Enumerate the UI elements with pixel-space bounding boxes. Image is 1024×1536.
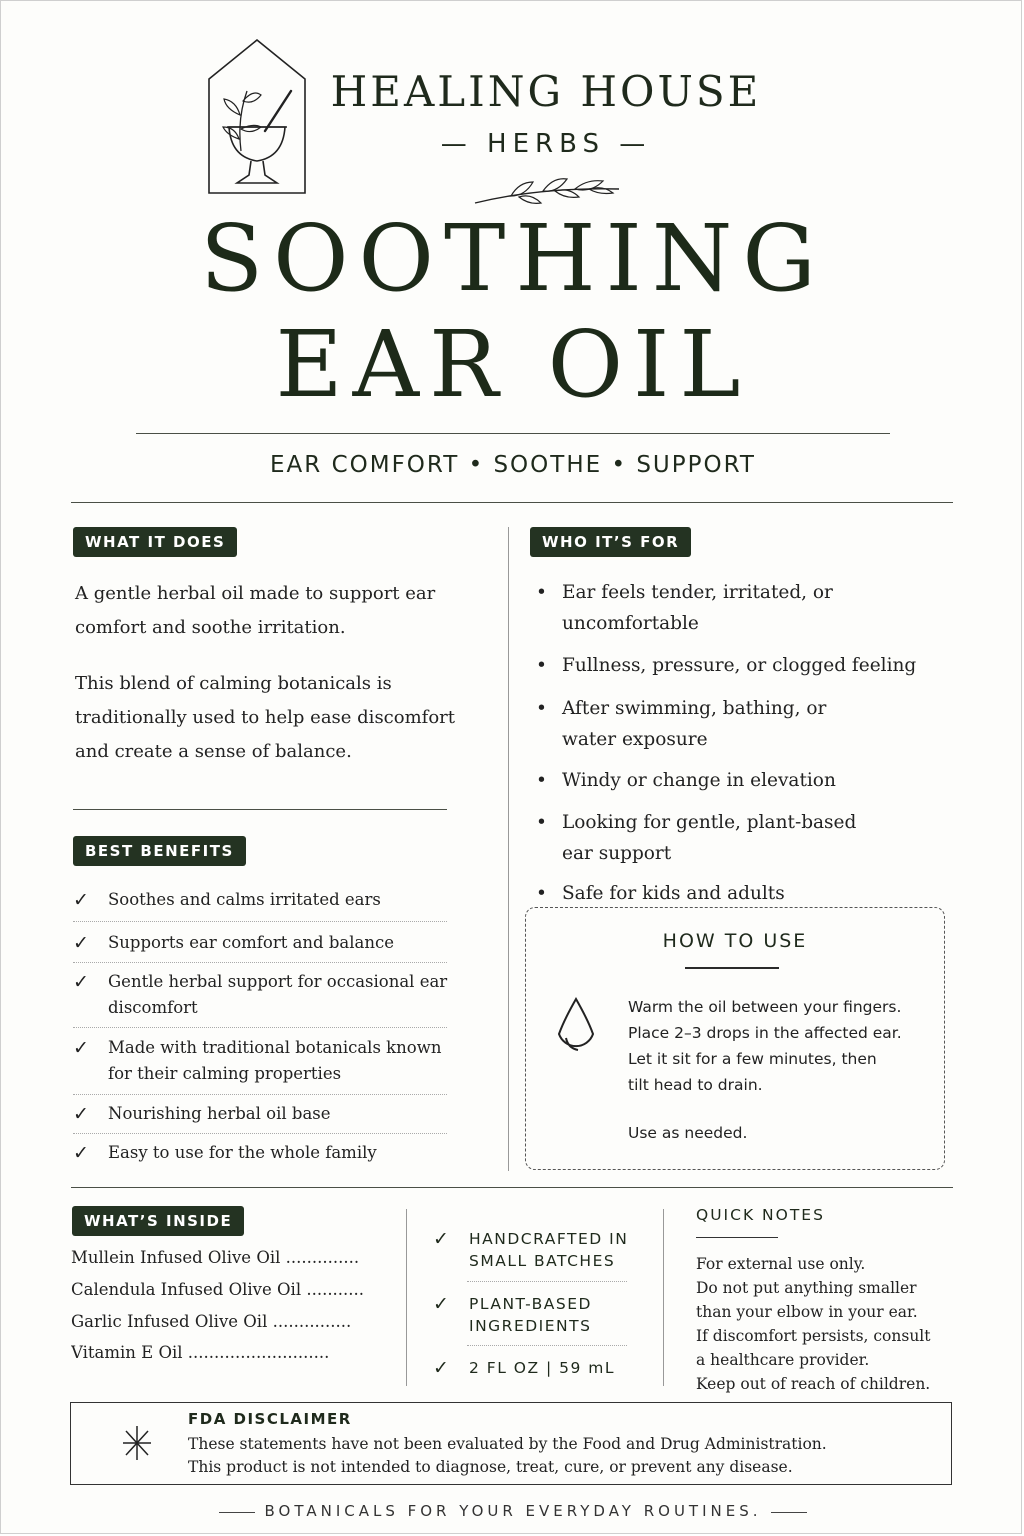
note-line: Keep out of reach of children. — [696, 1375, 931, 1393]
quick-notes-heading: QUICK NOTES — [696, 1206, 825, 1224]
list-item: • After swimming, bathing, or water exposure — [530, 693, 882, 755]
list-item: • Fullness, pressure, or clogged feeling — [530, 650, 950, 681]
ingredient-item: Vitamin E Oil ........................... — [71, 1343, 330, 1362]
title-divider — [136, 433, 890, 434]
checkmark-icon: ✓ — [73, 971, 89, 993]
feature-separator — [467, 1345, 627, 1346]
fda-text — [188, 1433, 938, 1479]
how-to-use-steps — [628, 994, 938, 1146]
note-line: If discomfort persists, consult — [696, 1327, 931, 1345]
fda-disclaimer-box — [70, 1402, 952, 1485]
list-item: • Ear feels tender, irritated, or uncomfortable — [530, 577, 950, 639]
fda-heading: FDA DISCLAIMER — [188, 1410, 352, 1428]
use-note: Use as needed. — [628, 1124, 748, 1142]
product-label: HEALING HOUSE — HERBS — SOOTHING EAR OIL EAR COMFORT • SOOTHE • SUPPORT WHAT IT DOES A gentle herbal oil made to support ear comfort and soothe irritation. This blend of calming botanicals is traditionally used to help ease discomfort and create a sense of balance. BEST BENEFITS ✓ Soothes and calms irritated ears ✓ Supports ear comfort and balance ✓ Gentle herbal support for occasional ear discomfort ✓ Made with traditional botanicals known for their calming properties ✓ Nourishing herbal oil base ✓ Easy to use for the whole family WHO IT’S FOR • Ear feels tender, irritated, or uncomfortable • Fullness, pressure, or clogged feeling • After swimming, bathing, or water exposure • Windy or change in elevation • Looking for gentle, plant-based ear support • Safe for kids and adults HOW TO USE Warm the oil between your fingers. Place 2–3 drops in the affected ear. Let it sit for a few minutes, then tilt head to drain. Use as needed. WHAT’S INSIDE Mullein Infused Olive Oil .............. Calendula Infused Olive Oil ........... Garlic Infused Olive Oil ............... Vitamin E Oil ........................... ✓ HANDCRAFTED IN SMALL BATCHES ✓ PLANT-BASED INGREDIENTS ✓ 2 FL OZ | 59 mL QUICK NOTES For external use only. Do not put anything smaller than your elbow in your ear. If discomfort persists, consult a healthcare provider. Keep out of reach of children. FDA DISCLAIMER These statements have not been evaluated by the Food and Drug Administration. This product is not intended to diagnose, treat, cure, or prevent any disease. BOTANICALS FOR YOUR EVERYDAY ROUTINES. — [0, 0, 1022, 1534]
ingredient-item: Garlic Infused Olive Oil ............... — [71, 1312, 352, 1331]
who-its-for-heading: WHO IT’S FOR — [530, 527, 691, 557]
column-divider — [663, 1209, 664, 1386]
how-to-use-heading: HOW TO USE — [662, 930, 808, 952]
what-it-does-text-2: This blend of calming botanicals is traditionally used to help ease discomfort and create a sense of balance. — [75, 673, 456, 762]
ingredient-item: Mullein Infused Olive Oil .............. — [71, 1248, 360, 1267]
product-title-line2: EAR OIL — [275, 311, 751, 418]
what-it-does-text-1: A gentle herbal oil made to support ear comfort and soothe irritation. — [75, 583, 436, 638]
how-to-use-box — [525, 907, 945, 1170]
step-line: Place 2–3 drops in the affected ear. — [628, 1024, 902, 1042]
leaf-sprig-icon — [471, 169, 623, 209]
checkmark-icon: ✓ — [73, 1037, 89, 1059]
checkmark-icon: ✓ — [433, 1228, 451, 1250]
brand-subtitle: — HERBS — — [440, 129, 652, 159]
best-benefits-heading: BEST BENEFITS — [73, 836, 246, 866]
list-item: • Looking for gentle, plant-based ear support — [530, 807, 872, 869]
step-line: tilt head to drain. — [628, 1076, 763, 1094]
section-divider-bottom — [71, 1187, 953, 1188]
checkmark-icon: ✓ — [73, 889, 89, 911]
note-line: than your elbow in your ear. — [696, 1303, 918, 1321]
ingredient-item: Calendula Infused Olive Oil ........... — [71, 1280, 365, 1299]
note-line: Do not put anything smaller — [696, 1279, 917, 1297]
footer-dash-right — [771, 1512, 807, 1513]
droplet-icon — [554, 996, 598, 1062]
benefit-separator — [73, 1133, 447, 1134]
brand-name: HEALING HOUSE — [330, 67, 762, 116]
heading-underline — [685, 967, 779, 969]
step-line: Let it sit for a few minutes, then — [628, 1050, 877, 1068]
checkmark-icon: ✓ — [73, 1142, 89, 1164]
column-divider — [406, 1209, 407, 1386]
product-title-line1: SOOTHING — [200, 205, 826, 312]
who-its-for-list — [530, 577, 950, 909]
note-line: For external use only. — [696, 1255, 866, 1273]
checkmark-icon: ✓ — [73, 1103, 89, 1125]
benefit-separator — [73, 921, 447, 922]
section-divider-top — [71, 502, 953, 503]
feature-separator — [467, 1281, 627, 1282]
tagline: EAR COMFORT • SOOTHE • SUPPORT — [270, 452, 756, 478]
checkmark-icon: ✓ — [433, 1357, 451, 1379]
list-item: • Safe for kids and adults — [530, 878, 950, 909]
column-divider — [508, 527, 509, 1171]
heading-underline — [696, 1237, 778, 1238]
benefit-separator — [73, 1027, 447, 1028]
checkmark-icon: ✓ — [73, 932, 89, 954]
list-item: • Windy or change in elevation — [530, 765, 950, 796]
footer-dash-left — [219, 1512, 255, 1513]
footer-slogan: BOTANICALS FOR YOUR EVERYDAY ROUTINES. — [264, 1502, 762, 1520]
quick-notes-list — [696, 1252, 946, 1396]
benefits-divider — [73, 809, 447, 810]
what-it-does-heading: WHAT IT DOES — [73, 527, 237, 557]
note-line: a healthcare provider. — [696, 1351, 870, 1369]
benefit-separator — [73, 962, 447, 963]
fda-line: These statements have not been evaluated by the Food and Drug Administration. — [188, 1435, 827, 1453]
step-line: Warm the oil between your fingers. — [628, 998, 902, 1016]
fda-line: This product is not intended to diagnose, treat, cure, or prevent any disease. — [188, 1458, 793, 1476]
mortar-pestle-house-icon — [207, 39, 307, 195]
benefit-separator — [73, 1094, 447, 1095]
whats-inside-heading: WHAT’S INSIDE — [72, 1206, 244, 1236]
asterisk-star-icon — [121, 1425, 153, 1461]
checkmark-icon: ✓ — [433, 1293, 451, 1315]
